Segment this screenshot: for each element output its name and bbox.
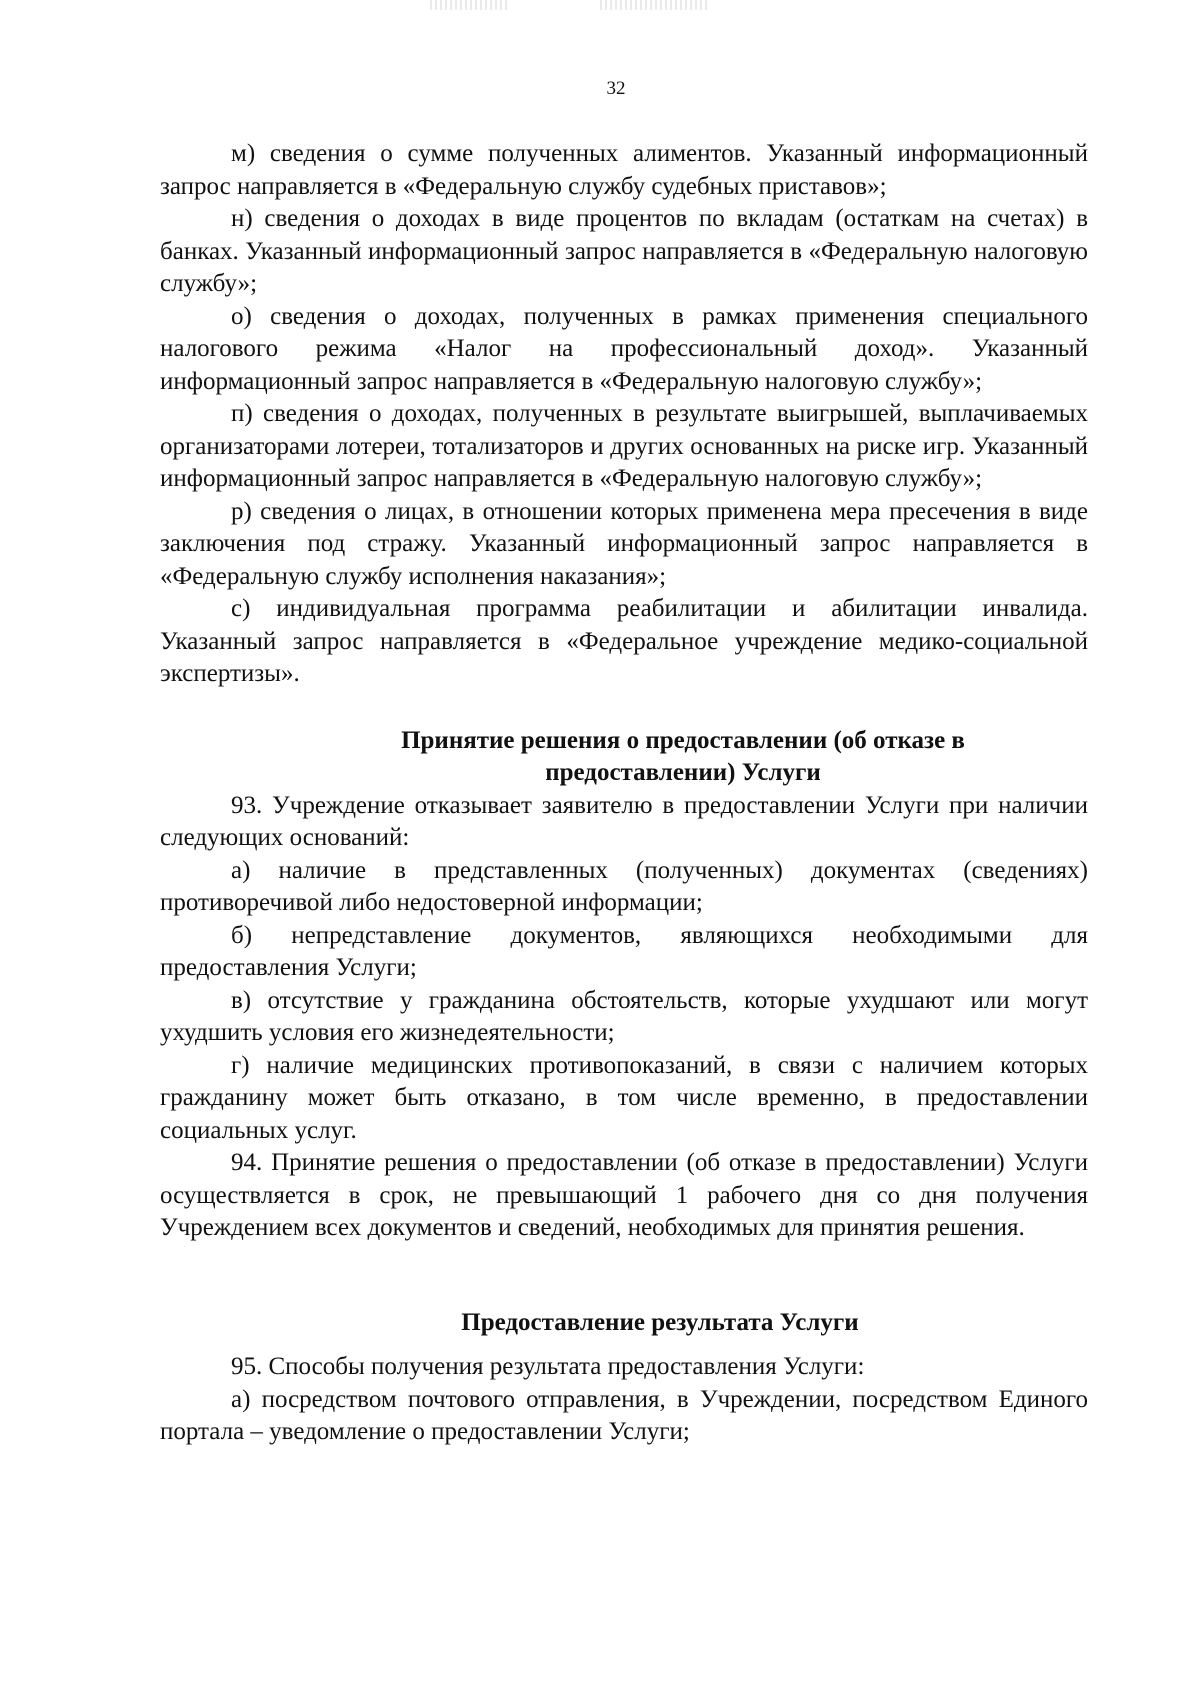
paragraph-94: 94. Принятие решения о предоставлении (об отказе в предоставлении) Услуги осуществляется в срок, не превышающий 1 рабочего дня со дня получения Учреждением всех документов и сведений, необходимых для принятия решения. xyxy=(160,1149,1088,1241)
paragraph-s: с) индивидуальная программа реабилитации и абилитации инвалида. Указанный запрос направляется в «Федеральное учреждение медико-социальной экспертизы». xyxy=(160,595,1088,687)
paragraph-93-a: а) наличие в представленных (полученных) документах (сведениях) противоречивой либо недостоверной информации; xyxy=(160,856,1088,916)
paragraph-n: н) сведения о доходах в виде процентов по вкладам (остаткам на счетах) в банках. Указанный информационный запрос направляется в «Федеральную налоговую службу»; xyxy=(160,205,1088,297)
paragraph-m: м) сведения о сумме полученных алиментов. Указанный информационный запрос направляется в «Федеральную службу судебных приставов»; xyxy=(160,140,1088,200)
paragraph-93-b: б) непредставление документов, являющихся необходимыми для предоставления Услуги; xyxy=(160,921,1088,981)
scan-noise-mark xyxy=(600,0,710,10)
paragraph-93-g: г) наличие медицинских противопоказаний, в связи с наличием которых гражданину может быть отказано, в том числе временно, в предоставлении социальных услуг. xyxy=(160,1051,1088,1144)
paragraph-r: р) сведения о лицах, в отношении которых применена мера пресечения в виде заключения под стражу. Указанный информационный запрос направляется в «Федеральную службу исполнения наказания»; xyxy=(160,497,1088,590)
section-heading-decision xyxy=(160,725,1088,790)
paragraph-95-a: а) посредством почтового отправления, в Учреждении, посредством Единого портала – уведомление о предоставлении Услуги; xyxy=(160,1385,1088,1445)
section-heading-decision-line-1: Принятие решения о предоставлении (об отказе в xyxy=(401,726,965,754)
scan-noise-mark xyxy=(430,0,510,10)
document-body xyxy=(160,138,1088,1449)
section-heading-result: Предоставление результата Услуги xyxy=(461,1308,859,1336)
paragraph-93-v: в) отсутствие у гражданина обстоятельств, которые ухудшают или могут ухудшить условия его жизнедеятельности; xyxy=(160,986,1088,1046)
paragraph-93: 93. Учреждение отказывает заявителю в предоставлении Услуги при наличии следующих оснований: xyxy=(160,791,1088,851)
page-number: 32 xyxy=(606,78,626,99)
paragraph-o: о) сведения о доходах, полученных в рамках применения специального налогового режима «Налог на профессиональный доход». Указанный информационный запрос направляется в «Федеральную налоговую службу»; xyxy=(160,302,1088,395)
paragraph-p: п) сведения о доходах, полученных в результате выигрышей, выплачиваемых организаторами лотереи, тотализаторов и других основанных на риске игр. Указанный информационный запрос направляется в «Федеральную налоговую службу»; xyxy=(160,400,1088,492)
section-heading-decision-line-2: предоставлении) Услуги xyxy=(545,759,821,786)
paragraph-95: 95. Способы получения результата предоставления Услуги: xyxy=(231,1353,865,1380)
